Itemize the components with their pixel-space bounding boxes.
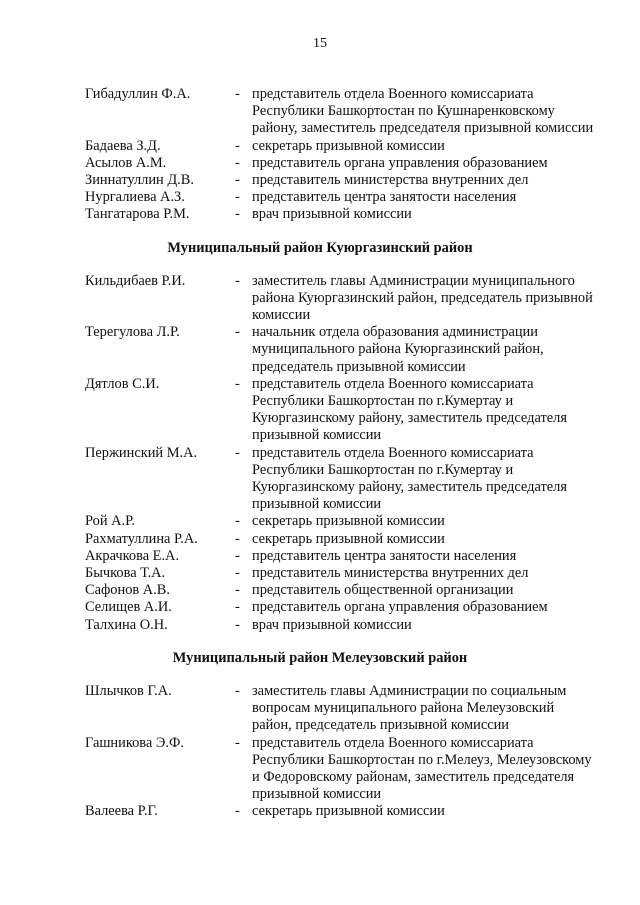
dash: -	[235, 599, 240, 616]
dash: -	[235, 547, 240, 564]
list-item	[85, 445, 595, 514]
dash: -	[235, 172, 240, 189]
list-item	[85, 617, 595, 634]
member-role: представитель центра занятости населения	[252, 189, 517, 206]
list-item	[85, 548, 595, 565]
member-role: представитель министерства внутренних дел	[252, 565, 529, 582]
section-title-meleuz: Муниципальный район Мелеузовский район	[172, 649, 468, 666]
list-item	[85, 513, 595, 530]
dash: -	[235, 206, 240, 223]
member-name: Рахматуллина Р.А.	[85, 530, 198, 547]
entries-kushnarenkovo	[85, 86, 595, 224]
member-name: Селищев А.И.	[85, 599, 172, 616]
document-body	[85, 86, 595, 821]
list-item	[85, 138, 595, 155]
list-item	[85, 803, 595, 820]
member-name: Бадаева З.Д.	[85, 137, 161, 154]
member-role: представитель органа управления образованием	[252, 154, 548, 171]
list-item	[85, 273, 595, 325]
member-name: Акрачкова Е.А.	[85, 547, 180, 564]
member-role: представитель отдела Военного комиссариата Республики Башкортостан по г.Кумертау и Куюргазинскому району, заместитель председателя призывной комиссии	[252, 444, 567, 513]
member-role: представитель отдела Военного комиссариата Республики Башкортостан по г.Кумертау и Куюргазинскому району, заместитель председателя призывной комиссии	[252, 375, 567, 444]
list-item	[85, 86, 595, 138]
member-name: Шлычков Г.А.	[85, 682, 172, 699]
dash: -	[235, 565, 240, 582]
member-role: секретарь призывной комиссии	[252, 803, 445, 820]
member-role: заместитель главы Администрации муниципального района Куюргазинский район, председатель призывной комиссии	[252, 272, 593, 324]
dash: -	[235, 272, 240, 289]
dash: -	[235, 803, 240, 820]
list-item	[85, 735, 595, 804]
member-role: секретарь призывной комиссии	[252, 513, 445, 530]
member-name: Сафонов А.В.	[85, 582, 170, 599]
member-name: Гашникова Э.Ф.	[85, 734, 184, 751]
member-name: Кильдибаев Р.И.	[85, 272, 186, 289]
dash: -	[235, 137, 240, 154]
list-item	[85, 376, 595, 445]
list-item	[85, 206, 595, 223]
dash: -	[235, 530, 240, 547]
member-name: Рой А.Р.	[85, 513, 135, 530]
dash: -	[235, 324, 240, 341]
member-role: представитель отдела Военного комиссариата Республики Башкортостан по Кушнаренковскому району, заместитель председателя призывной комиссии	[252, 86, 594, 137]
member-role: начальник отдела образования администрации муниципального района Куюргазинский район, председатель призывной комиссии	[252, 324, 544, 375]
page-number: 15	[313, 36, 327, 51]
list-item	[85, 565, 595, 582]
dash: -	[235, 444, 240, 461]
member-name: Бычкова Т.А.	[85, 565, 166, 582]
member-role: секретарь призывной комиссии	[252, 137, 445, 154]
member-name: Асылов А.М.	[85, 154, 167, 171]
member-name: Тангатарова Р.М.	[85, 206, 190, 223]
member-role: секретарь призывной комиссии	[252, 530, 445, 547]
member-role: представитель органа управления образованием	[252, 599, 548, 616]
member-name: Гибадуллин Ф.А.	[85, 86, 191, 102]
member-name: Талхина О.Н.	[85, 616, 168, 633]
entries-meleuz	[85, 683, 595, 821]
member-role: представитель общественной организации	[252, 582, 514, 599]
dash: -	[235, 582, 240, 599]
entries-kuyurgaza	[85, 273, 595, 634]
member-name: Терегулова Л.Р.	[85, 324, 180, 341]
list-item	[85, 155, 595, 172]
member-role: представитель центра занятости населения	[252, 547, 517, 564]
member-role: заместитель главы Администрации по социальным вопросам муниципального района Мелеузовский район, председатель призывной комиссии	[252, 682, 567, 734]
member-name: Зиннатуллин Д.В.	[85, 172, 194, 189]
member-name: Пержинский М.А.	[85, 444, 198, 461]
member-role: врач призывной комиссии	[252, 616, 412, 633]
list-item	[85, 599, 595, 616]
dash: -	[235, 86, 240, 102]
member-role: представитель министерства внутренних дел	[252, 172, 529, 189]
dash: -	[235, 682, 240, 699]
section-title-kuyurgaza: Муниципальный район Куюргазинский район	[167, 239, 473, 256]
list-item	[85, 189, 595, 206]
dash: -	[235, 616, 240, 633]
member-role: представитель отдела Военного комиссариата Республики Башкортостан по г.Мелеуз, Мелеузовскому и Федоровскому районам, заместитель председателя призывной комиссии	[252, 734, 592, 803]
member-name: Нургалиева А.З.	[85, 189, 185, 206]
dash: -	[235, 734, 240, 751]
member-role: врач призывной комиссии	[252, 206, 412, 223]
member-name: Валеева Р.Г.	[85, 803, 158, 820]
dash: -	[235, 513, 240, 530]
list-item	[85, 582, 595, 599]
dash: -	[235, 189, 240, 206]
list-item	[85, 324, 595, 376]
dash: -	[235, 375, 240, 392]
member-name: Дятлов С.И.	[85, 375, 160, 392]
list-item	[85, 531, 595, 548]
list-item	[85, 172, 595, 189]
list-item	[85, 683, 595, 735]
dash: -	[235, 154, 240, 171]
